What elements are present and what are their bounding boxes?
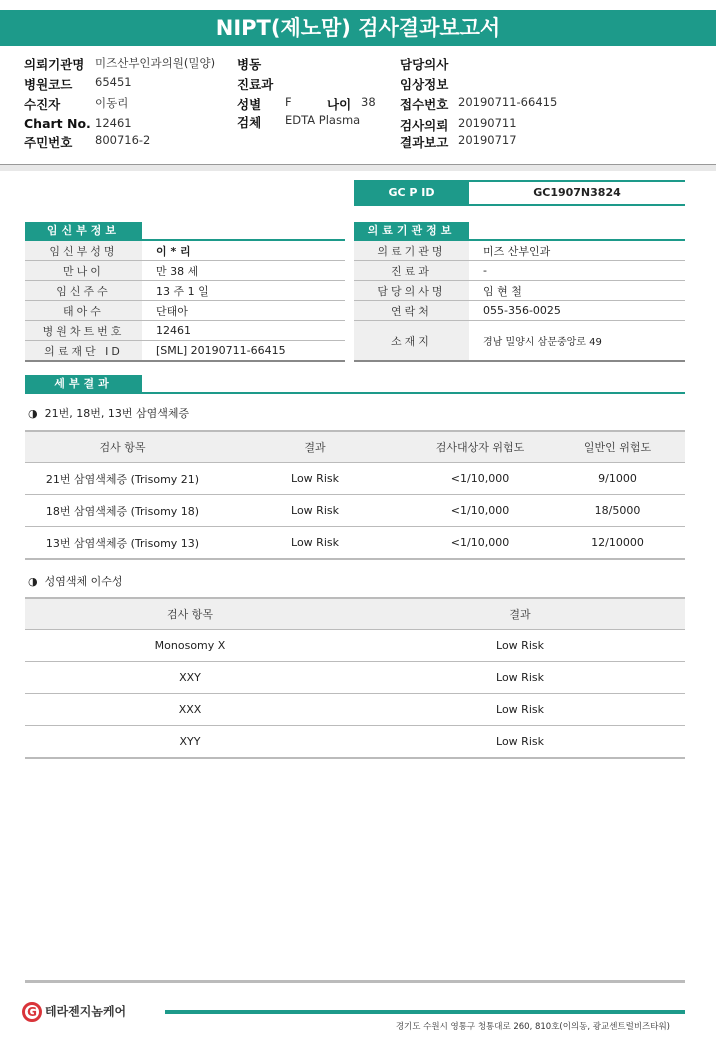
trisomy-table <box>25 430 685 560</box>
detail-results-line <box>25 392 685 394</box>
table-row <box>25 321 345 341</box>
subject-risk: <1/10,000 <box>410 463 550 495</box>
info-value: 12461 <box>142 321 345 341</box>
table-row <box>25 726 685 759</box>
half-circle-icon: ◑ <box>28 407 38 420</box>
report-header <box>0 46 716 165</box>
doctor-label: 담당의사 <box>400 57 449 72</box>
footer-accent-line <box>165 1010 685 1014</box>
header-divider <box>0 165 716 171</box>
table-row <box>25 694 685 726</box>
test-item: 18번 삼염색체증 (Trisomy 18) <box>25 495 220 527</box>
table-row <box>25 495 685 527</box>
table-row <box>25 281 345 301</box>
col-header: 검사 항목 <box>25 431 220 463</box>
info-key: 의료기관명 <box>354 241 469 261</box>
age-label: 나이 <box>327 97 352 112</box>
hospital-code-value: 65451 <box>95 75 132 89</box>
pregnant-info-tab: 임신부정보 <box>25 222 142 240</box>
age-value: 38 <box>361 95 376 109</box>
table-row <box>25 261 345 281</box>
resident-no-label: 주민번호 <box>24 135 73 150</box>
info-value: 미즈 산부인과 <box>469 241 685 261</box>
info-value: 임 현 철 <box>469 281 685 301</box>
detail-results-tab: 세부결과 <box>25 375 142 393</box>
patient-value: 이동리 <box>95 96 129 110</box>
test-result: Low Risk <box>220 527 410 560</box>
table-row <box>25 301 345 321</box>
sex-chrom-heading-text: 성염색체 이수성 <box>44 575 123 588</box>
subject-risk: <1/10,000 <box>410 527 550 560</box>
info-key: 병원차트번호 <box>25 321 142 341</box>
info-value: [SML] 20190711-66415 <box>142 341 345 362</box>
info-value: 055-356-0025 <box>469 301 685 321</box>
general-risk: 12/10000 <box>550 527 685 560</box>
subject-risk: <1/10,000 <box>410 495 550 527</box>
hospital-name-value: 미즈산부인과의원(밀양) <box>95 56 216 70</box>
test-item: XXX <box>25 694 355 726</box>
pregnant-info-table <box>25 241 345 362</box>
chart-no-label: Chart No. <box>24 116 91 131</box>
specimen-label: 검체 <box>237 115 262 130</box>
col-header: 검사대상자 위험도 <box>410 431 550 463</box>
footer-divider <box>25 980 685 983</box>
gcpid-value: GC1907N3824 <box>533 186 621 199</box>
info-key: 연락처 <box>354 301 469 321</box>
table-row <box>25 463 685 495</box>
sex-chrom-heading <box>28 573 123 589</box>
table-row <box>354 321 685 362</box>
ward-label: 병동 <box>237 57 262 72</box>
trisomy-heading-text: 21번, 18번, 13번 삼염색체증 <box>44 407 190 420</box>
table-row <box>25 630 685 662</box>
info-key: 담당의사명 <box>354 281 469 301</box>
report-date-value: 20190717 <box>458 133 517 147</box>
sex-value: F <box>285 95 292 109</box>
sex-label: 성별 <box>237 97 262 112</box>
logo-g-icon: G <box>22 1002 42 1022</box>
sex-chrom-table <box>25 597 685 759</box>
general-risk: 18/5000 <box>550 495 685 527</box>
info-value: 이 * 리 <box>142 241 345 261</box>
specimen-value: EDTA Plasma <box>285 113 361 127</box>
info-key: 임신부성명 <box>25 241 142 261</box>
table-row <box>354 301 685 321</box>
logo-text: 테라젠지놈케어 <box>45 1004 127 1019</box>
report-date-label: 결과보고 <box>400 135 449 150</box>
dept-label: 진료과 <box>237 77 274 92</box>
info-key: 진료과 <box>354 261 469 281</box>
hospital-info-table <box>354 241 685 362</box>
report-title: NIPT(제노맘) 검사결과보고서 <box>0 10 716 46</box>
table-row <box>25 527 685 560</box>
test-item: XYY <box>25 726 355 759</box>
test-result: Low Risk <box>220 463 410 495</box>
info-value: 13 주 1 일 <box>142 281 345 301</box>
info-key: 임신주수 <box>25 281 142 301</box>
col-header: 결과 <box>220 431 410 463</box>
patient-label: 수진자 <box>24 97 61 112</box>
hospital-name-label: 의뢰기관명 <box>24 57 85 72</box>
test-item: Monosomy X <box>25 630 355 662</box>
company-address: 경기도 수원시 영통구 청통대로 260, 810호(이의동, 광교센트럴비즈타워) <box>395 1022 670 1032</box>
test-result: Low Risk <box>355 662 685 694</box>
gcpid-box <box>354 180 685 206</box>
info-key: 태아수 <box>25 301 142 321</box>
table-row <box>25 241 345 261</box>
test-item: 13번 삼염색체증 (Trisomy 13) <box>25 527 220 560</box>
request-date-label: 검사의뢰 <box>400 118 449 133</box>
col-header: 일반인 위험도 <box>550 431 685 463</box>
info-key: 소재지 <box>354 321 469 362</box>
gcpid-label: GC P ID <box>354 182 469 204</box>
table-row <box>354 261 685 281</box>
chart-no-value: 12461 <box>95 116 132 130</box>
info-value: 단태아 <box>142 301 345 321</box>
table-row <box>354 241 685 261</box>
test-result: Low Risk <box>355 694 685 726</box>
test-item: XXY <box>25 662 355 694</box>
half-circle-icon: ◑ <box>28 575 38 588</box>
table-row <box>25 662 685 694</box>
general-risk: 9/1000 <box>550 463 685 495</box>
test-item: 21번 삼염색체증 (Trisomy 21) <box>25 463 220 495</box>
hospital-info-tab: 의료기관정보 <box>354 222 469 240</box>
info-key: 만나이 <box>25 261 142 281</box>
info-key: 의료재단 ID <box>25 341 142 362</box>
table-header-row <box>25 431 685 463</box>
info-value: - <box>469 261 685 281</box>
receipt-no-label: 접수번호 <box>400 97 449 112</box>
resident-no-value: 800716-2 <box>95 133 151 147</box>
company-logo <box>22 1002 126 1022</box>
col-header: 결과 <box>355 598 685 630</box>
test-result: Low Risk <box>220 495 410 527</box>
receipt-no-value: 20190711-66415 <box>458 95 558 109</box>
hospital-code-label: 병원코드 <box>24 77 73 92</box>
test-result: Low Risk <box>355 726 685 759</box>
info-value: 만 38 세 <box>142 261 345 281</box>
table-row <box>25 341 345 362</box>
test-result: Low Risk <box>355 630 685 662</box>
table-header-row <box>25 598 685 630</box>
trisomy-heading <box>28 405 189 421</box>
info-value: 경남 밀양시 삼문중앙로 49 <box>469 321 685 362</box>
request-date-value: 20190711 <box>458 116 517 130</box>
table-row <box>354 281 685 301</box>
col-header: 검사 항목 <box>25 598 355 630</box>
clinical-info-label: 임상정보 <box>400 77 449 92</box>
